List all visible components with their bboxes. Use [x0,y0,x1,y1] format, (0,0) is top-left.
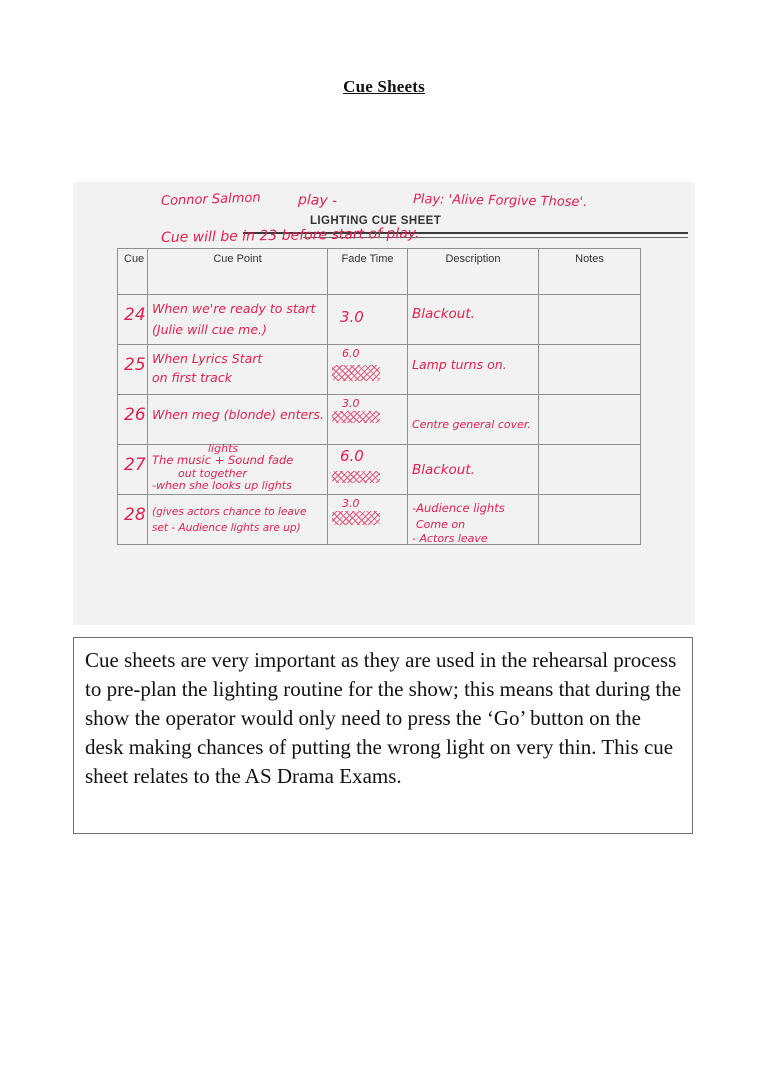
notes-cell [539,395,641,445]
crossed-out-scribble [332,471,380,483]
cue-cell [118,295,148,345]
description-cell [408,345,539,395]
cue-cell [118,345,148,395]
description-text-box: Cue sheets are very important as they are used in the rehearsal process to pre-plan the lighting routine for the show; this means that during the show the operator would only need to press the ‘Go’ button on the desk making chances of putting the wrong light on very thin. This cue sheet relates to the AS Drama Exams. [73,637,693,834]
fade-time-cell [328,495,408,545]
notes-cell [539,445,641,495]
fade-time-cell [328,445,408,495]
cue-sheet-photo [73,182,695,625]
crossed-out-scribble [332,411,380,423]
description-line: Blackout. [412,462,475,478]
cue-point-cell [148,442,328,495]
instruction-note: Cue will be in 23 before start of play. [160,225,420,246]
description-cell [408,445,539,495]
cue-number: 28 [124,505,146,525]
cue-cell [118,395,148,445]
table-row [118,345,641,395]
cue-point-line: When Lyrics Start [152,351,263,366]
notes-cell [539,495,641,545]
notes-cell [539,295,641,345]
cue-point-line: (gives actors chance to leave [152,506,307,518]
description-cell [408,495,539,545]
cue-point-line: on first track [152,370,232,385]
table-row [118,445,641,495]
crossed-out-scribble [332,365,380,381]
cue-cell [118,495,148,545]
page-title: Cue Sheets [343,77,425,96]
cue-point-line: When meg (blonde) enters. [152,407,324,422]
description-line: Come on [416,518,466,531]
cue-number: 24 [124,305,146,325]
cue-point-line: -when she looks up lights [152,479,292,492]
description-line: Lamp turns on. [412,357,507,372]
cue-point-cell [148,295,328,345]
fade-time-cell [328,345,408,395]
description-line: - Actors leave [412,532,488,545]
column-header-notes: Notes [539,249,641,295]
column-header-cue: Cue [118,249,148,295]
cue-number: 25 [124,355,146,375]
fade-time-value: 3.0 [340,308,364,326]
fade-time-value: 6.0 [340,447,364,465]
cue-point-insert: lights [208,442,239,455]
column-header-description: Description [408,249,539,295]
cue-point-cell [148,495,328,545]
cue-point-line: When we're ready to start [152,301,316,316]
table-header-row [118,249,641,295]
sheet-title: LIGHTING CUE SHEET [310,215,442,227]
fade-time-value: 3.0 [342,397,360,410]
description-line: Blackout. [412,306,475,322]
cue-number: 26 [124,405,146,425]
description-cell [408,295,539,345]
cue-point-line: The music + Sound fade [152,453,294,467]
play-title-note: Play: 'Alive Forgive Those'. [412,192,588,211]
play-note: play - [297,192,338,210]
crossed-out-scribble [332,511,380,525]
fade-time-cell [328,395,408,445]
cue-point-line: set - Audience lights are up) [152,522,301,534]
fade-time-value: 6.0 [342,347,360,360]
cue-point-cell [148,345,328,395]
table-row [118,495,641,545]
lighting-cue-table [117,248,641,545]
notes-cell [539,345,641,395]
cue-number: 27 [124,455,146,475]
fade-time-value: 3.0 [342,497,360,510]
description-line: -Audience lights [412,501,505,515]
cue-point-line: out together [178,467,247,480]
cue-point-cell [148,395,328,445]
table-row [118,395,641,445]
column-header-cue-point: Cue Point [148,249,328,295]
description-cell [408,395,539,445]
author-note: Connor Salmon [160,190,261,209]
table-row [118,295,641,345]
column-header-fade-time: Fade Time [328,249,408,295]
cue-cell [118,445,148,495]
description-line: Centre general cover. [412,418,531,431]
fade-time-cell [328,295,408,345]
cue-point-line: (Julie will cue me.) [152,322,267,337]
